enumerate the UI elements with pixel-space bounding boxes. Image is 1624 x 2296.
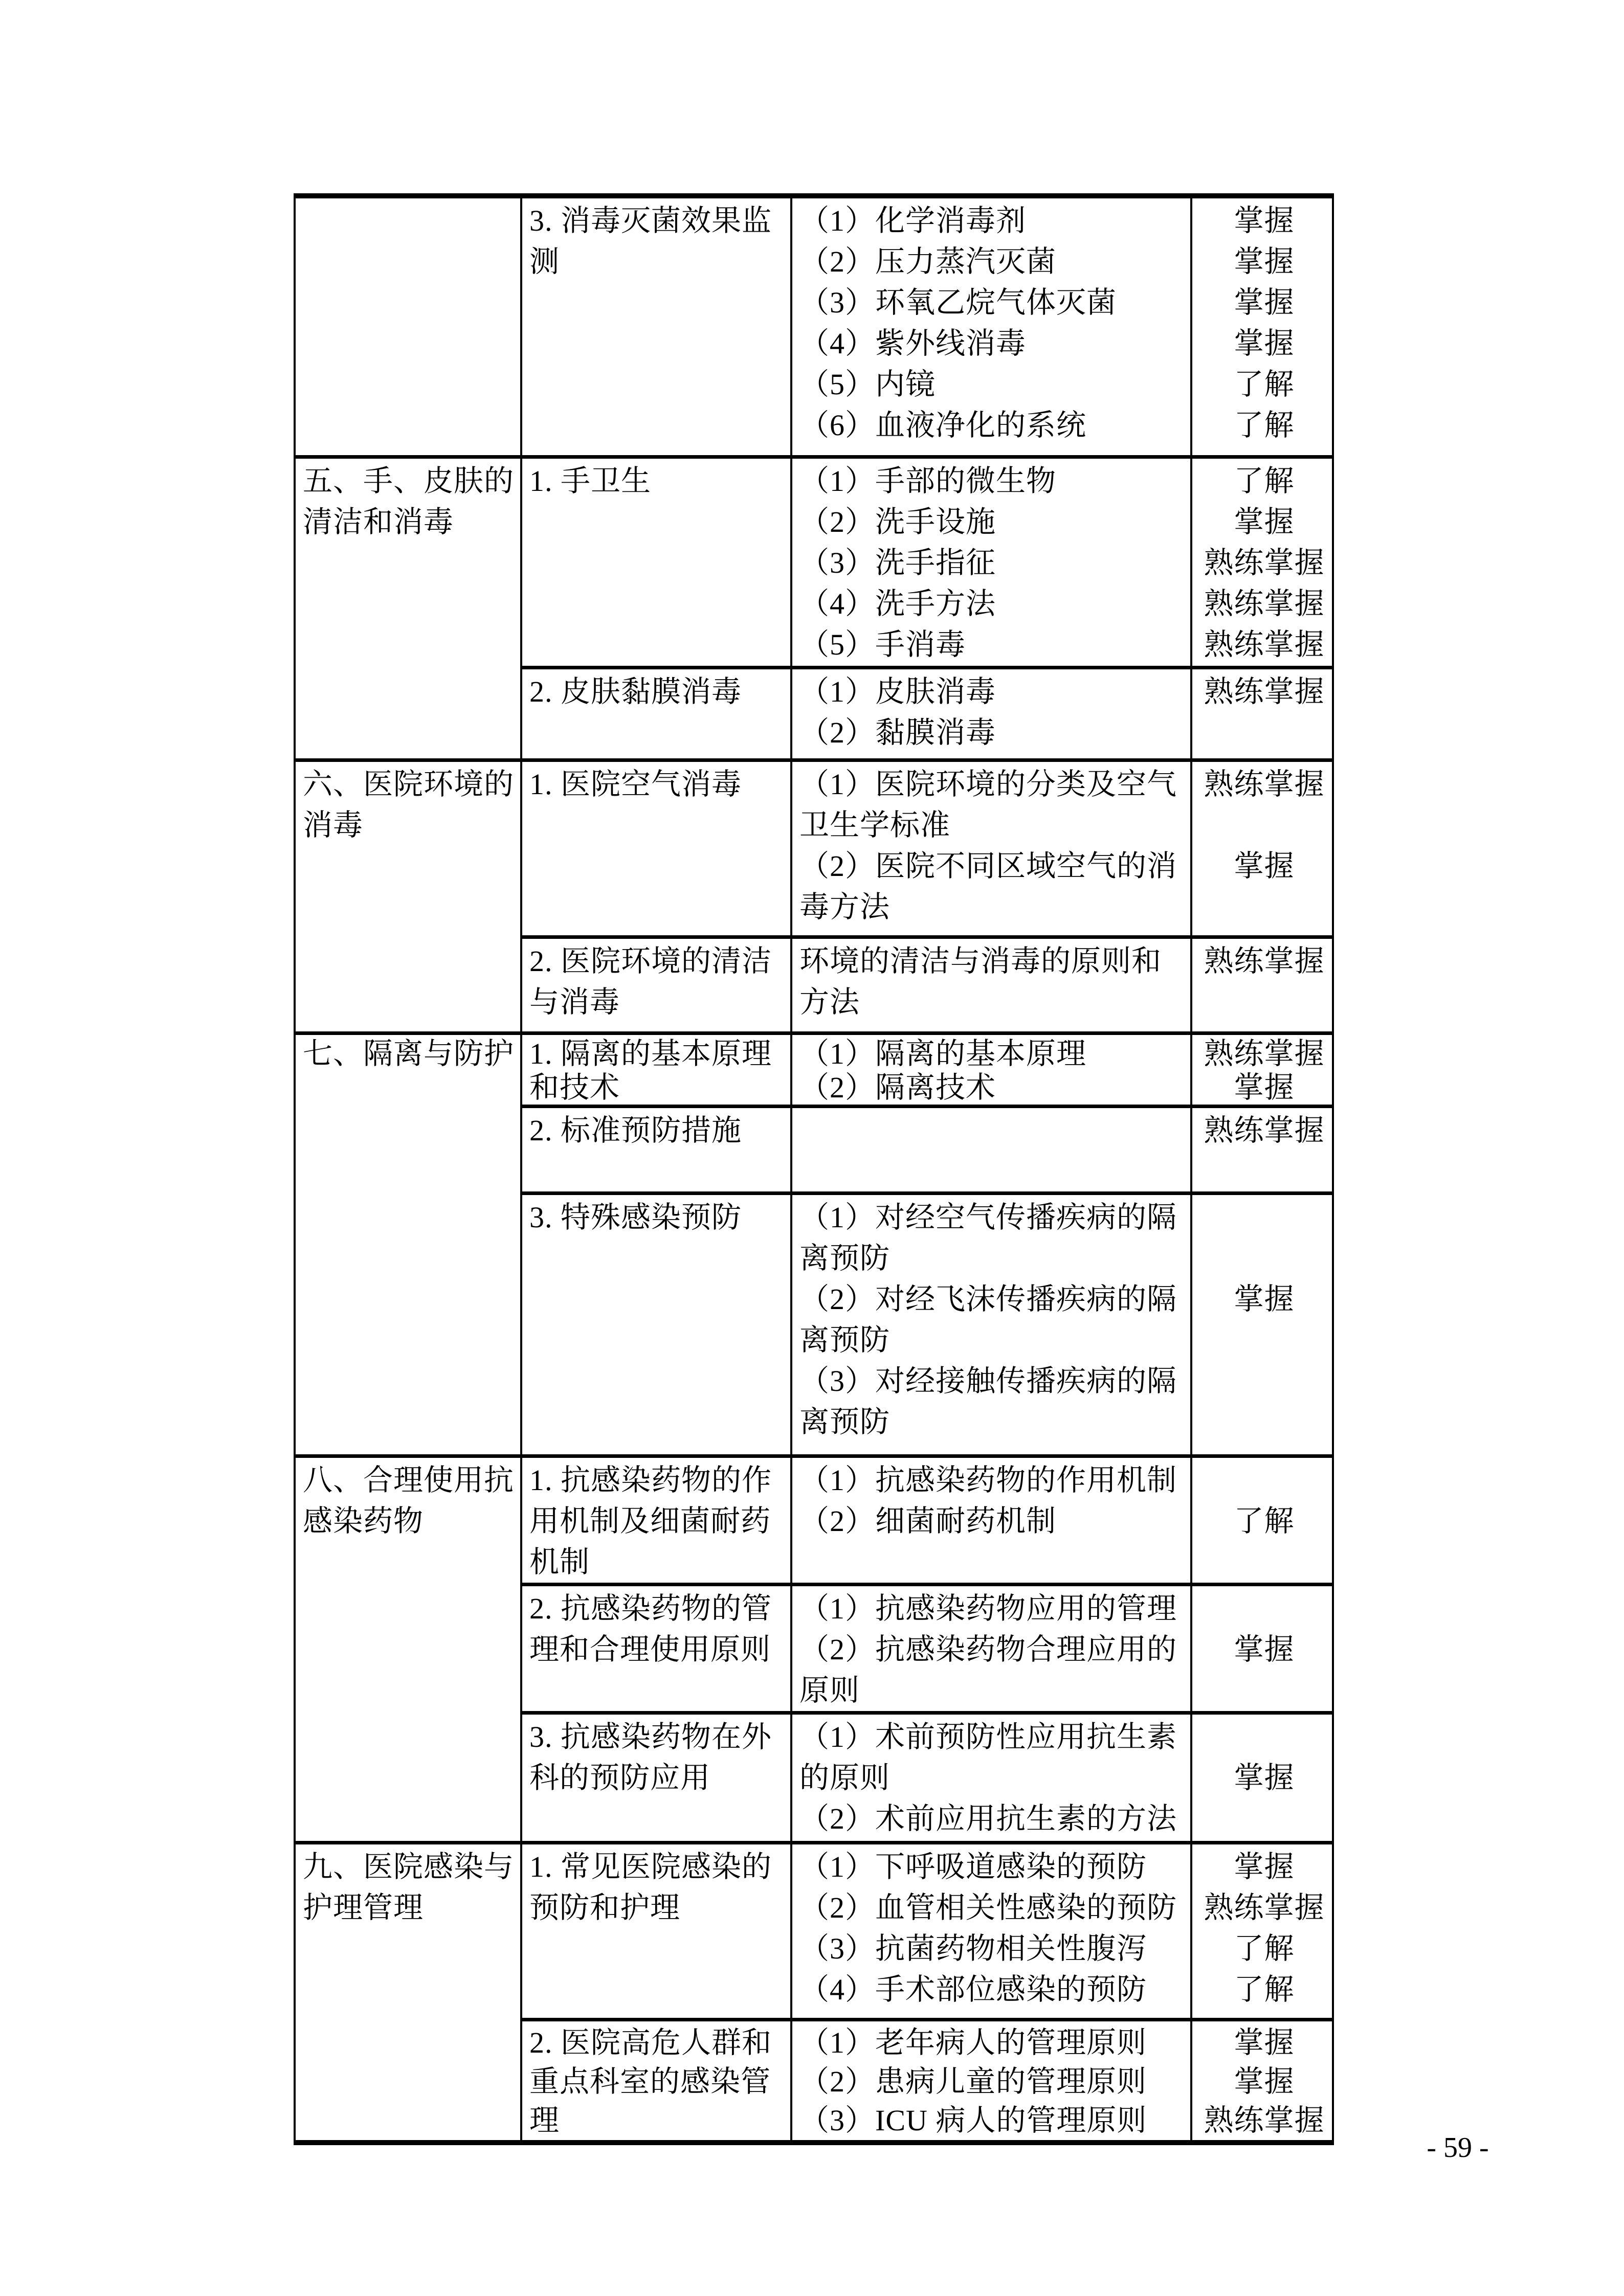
category-line: 七、隔离与防护 [303, 1037, 515, 1070]
topic-cell [521, 457, 791, 667]
table-row [295, 1456, 1333, 1584]
detail-line: 毒方法 [799, 890, 891, 924]
category-cell [295, 196, 521, 457]
level-line: 熟练掌握 [1204, 944, 1325, 978]
level-line: 掌握 [1234, 2064, 1295, 2098]
details-cell [791, 1584, 1191, 1713]
level-cell [1191, 760, 1333, 937]
detail-line: 方法 [799, 985, 860, 1019]
detail-line: （2）患病儿童的管理原则 [799, 2064, 1147, 2098]
topic-line: 2. 标准预防措施 [529, 1113, 742, 1147]
details-cell [791, 457, 1191, 667]
level-line [1199, 1361, 1329, 1402]
level-line [1199, 1717, 1329, 1758]
detail-line: （3）环氧乙烷气体灭菌 [799, 286, 1117, 319]
level-cell [1191, 1584, 1333, 1713]
detail-line: （2）隔离技术 [799, 1070, 996, 1104]
detail-line: （1）对经空气传播疾病的隔 [799, 1200, 1177, 1234]
topic-line: 1. 隔离的基本原理 [529, 1037, 772, 1070]
level-line: 了解 [1234, 368, 1295, 401]
level-line: 熟练掌握 [1204, 1037, 1325, 1070]
level-line: 掌握 [1234, 505, 1295, 538]
detail-line: 原则 [799, 1673, 860, 1707]
level-cell [1191, 1842, 1333, 2019]
level-line: 掌握 [1234, 1761, 1295, 1794]
level-line: 熟练掌握 [1204, 546, 1325, 579]
level-cell [1191, 937, 1333, 1033]
topic-cell [521, 2019, 791, 2143]
topic-cell [521, 196, 791, 457]
category-cell [295, 457, 521, 760]
detail-line: （3）抗菌药物相关性腹泻 [799, 1931, 1147, 1965]
detail-line: （1）隔离的基本原理 [799, 1037, 1087, 1070]
topic-line: 1. 手卫生 [529, 464, 652, 498]
category-line: 感染药物 [303, 1504, 424, 1538]
detail-line: （3）洗手指征 [799, 546, 996, 579]
level-cell [1191, 1033, 1333, 1106]
level-cell [1191, 196, 1333, 457]
level-line: 熟练掌握 [1204, 674, 1325, 708]
detail-line: （4）手术部位感染的预防 [799, 1972, 1147, 2006]
topic-line: 2. 皮肤黏膜消毒 [529, 674, 742, 708]
topic-cell [521, 667, 791, 760]
topic-cell [521, 1033, 791, 1106]
topic-line: 1. 医院空气消毒 [529, 767, 742, 801]
level-cell [1191, 1456, 1333, 1584]
topic-cell [521, 760, 791, 937]
topic-cell [521, 937, 791, 1033]
level-line [1199, 1197, 1329, 1238]
category-cell [295, 760, 521, 1033]
topic-cell [521, 1584, 791, 1713]
topic-line: 预防和护理 [529, 1890, 681, 1924]
level-line [1199, 1670, 1329, 1711]
detail-line: （1）下呼吸道感染的预防 [799, 1850, 1147, 1883]
level-line: 掌握 [1234, 849, 1295, 883]
details-cell [791, 667, 1191, 760]
detail-line: 卫生学标准 [799, 808, 951, 842]
level-cell [1191, 667, 1333, 760]
details-cell [791, 1033, 1191, 1106]
category-line: 消毒 [303, 808, 364, 842]
level-line: 熟练掌握 [1204, 627, 1325, 661]
topic-line: 3. 抗感染药物在外 [529, 1720, 772, 1753]
level-line: 了解 [1234, 464, 1295, 498]
category-line: 护理管理 [303, 1890, 424, 1924]
level-line: 了解 [1234, 409, 1295, 442]
level-line [1199, 712, 1329, 753]
topic-line: 2. 抗感染药物的管 [529, 1591, 772, 1625]
topic-line: 理和合理使用原则 [529, 1632, 771, 1666]
details-cell [791, 1193, 1191, 1456]
topic-line: 1. 常见医院感染的 [529, 1850, 772, 1883]
topic-cell [521, 1193, 791, 1456]
detail-line: （2）压力蒸汽灭菌 [799, 245, 1057, 278]
detail-line: （1）手部的微生物 [799, 464, 1057, 498]
table-row [295, 1842, 1333, 2019]
details-cell [791, 1106, 1191, 1193]
detail-line: （1）抗感染药物应用的管理 [799, 1591, 1177, 1625]
topic-cell [521, 1713, 791, 1842]
level-line: 熟练掌握 [1204, 767, 1325, 801]
table-row [295, 760, 1333, 937]
detail-line: （2）对经飞沫传播疾病的隔 [799, 1282, 1177, 1316]
detail-line: （2）洗手设施 [799, 505, 996, 538]
topic-line: 测 [529, 245, 560, 278]
detail-line: （1）抗感染药物的作用机制 [799, 1463, 1177, 1497]
detail-line: （6）血液净化的系统 [799, 409, 1087, 442]
category-line: 清洁和消毒 [303, 505, 454, 538]
topic-line: 3. 消毒灭菌效果监 [529, 204, 772, 237]
topic-line: 科的预防应用 [529, 1761, 711, 1794]
level-line [1199, 982, 1329, 1023]
detail-line: （2）抗感染药物合理应用的 [799, 1632, 1177, 1666]
level-line: 掌握 [1234, 2025, 1295, 2059]
category-line: 八、合理使用抗 [303, 1463, 515, 1497]
level-line [1199, 1402, 1329, 1443]
category-line: 五、手、皮肤的 [303, 464, 515, 498]
level-line: 了解 [1234, 1504, 1295, 1538]
category-cell [295, 1033, 521, 1456]
detail-line: （3）对经接触传播疾病的隔 [799, 1364, 1177, 1398]
detail-line: （1）术前预防性应用抗生素 [799, 1720, 1177, 1753]
detail-line: （2）血管相关性感染的预防 [799, 1890, 1177, 1924]
detail-line: 离预防 [799, 1323, 891, 1357]
table-row [295, 457, 1333, 667]
level-line [1199, 805, 1329, 846]
topic-line: 机制 [529, 1545, 590, 1579]
level-cell [1191, 1713, 1333, 1842]
details-cell [791, 1456, 1191, 1584]
topic-line: 理 [529, 2103, 560, 2137]
details-cell [791, 760, 1191, 937]
level-line: 掌握 [1234, 204, 1295, 237]
level-line: 了解 [1234, 1931, 1295, 1965]
topic-line: 用机制及细菌耐药 [529, 1504, 771, 1538]
page-number: - 59 - [1427, 2132, 1489, 2164]
level-line: 掌握 [1234, 1632, 1295, 1666]
topic-line: 1. 抗感染药物的作 [529, 1463, 772, 1497]
category-line: 六、医院环境的 [303, 767, 515, 801]
level-line: 掌握 [1234, 327, 1295, 360]
topic-line: 与消毒 [529, 985, 620, 1019]
detail-line: （3）ICU 病人的管理原则 [799, 2103, 1147, 2137]
level-cell [1191, 457, 1333, 667]
level-line: 掌握 [1234, 1850, 1295, 1883]
topic-line: 2. 医院环境的清洁 [529, 944, 772, 978]
level-cell [1191, 1193, 1333, 1456]
detail-line: （5）内镜 [799, 368, 936, 401]
table-row [295, 1033, 1333, 1106]
detail-line: （1）医院环境的分类及空气 [799, 767, 1177, 801]
level-line [1199, 1460, 1329, 1501]
detail-line: 离预防 [799, 1241, 891, 1275]
category-line: 九、医院感染与 [303, 1850, 515, 1883]
level-line [1199, 1798, 1329, 1839]
level-line [1199, 1320, 1329, 1361]
detail-line: （1）皮肤消毒 [799, 674, 996, 708]
detail-line: （1）老年病人的管理原则 [799, 2025, 1147, 2059]
detail-line: （2）细菌耐药机制 [799, 1504, 1057, 1538]
details-cell [791, 937, 1191, 1033]
level-line: 熟练掌握 [1204, 1890, 1325, 1924]
level-line: 熟练掌握 [1204, 1113, 1325, 1147]
topic-line: 2. 医院高危人群和 [529, 2025, 772, 2059]
level-line: 了解 [1234, 1972, 1295, 2006]
detail-line: （2）黏膜消毒 [799, 715, 996, 749]
level-line [1199, 1588, 1329, 1629]
detail-line: （4）洗手方法 [799, 587, 996, 620]
detail-line: 的原则 [799, 1761, 891, 1794]
topic-cell [521, 1106, 791, 1193]
detail-line: （2）术前应用抗生素的方法 [799, 1802, 1177, 1835]
level-line: 熟练掌握 [1204, 587, 1325, 620]
level-line: 掌握 [1234, 286, 1295, 319]
level-line: 熟练掌握 [1204, 2103, 1325, 2137]
category-cell [295, 1842, 521, 2143]
detail-line: （5）手消毒 [799, 627, 966, 661]
detail-line: （2）医院不同区域空气的消 [799, 849, 1177, 883]
details-cell [791, 1842, 1191, 2019]
detail-line: （4）紫外线消毒 [799, 327, 1027, 360]
level-cell [1191, 2019, 1333, 2143]
topic-cell [521, 1456, 791, 1584]
table-row [295, 196, 1333, 457]
topic-cell [521, 1842, 791, 2019]
detail-line: （1）化学消毒剂 [799, 204, 1027, 237]
topic-line: 重点科室的感染管 [529, 2064, 771, 2098]
level-cell [1191, 1106, 1333, 1193]
level-line: 掌握 [1234, 1070, 1295, 1104]
topic-line: 3. 特殊感染预防 [529, 1200, 742, 1234]
topic-line: 和技术 [529, 1070, 620, 1104]
level-line [1199, 1238, 1329, 1279]
category-cell [295, 1456, 521, 1842]
detail-line: 环境的清洁与消毒的原则和 [799, 944, 1162, 978]
details-cell [791, 1713, 1191, 1842]
syllabus-table [294, 193, 1334, 2145]
detail-line: 离预防 [799, 1405, 891, 1438]
level-line: 掌握 [1234, 245, 1295, 278]
level-line [1199, 887, 1329, 928]
details-cell [791, 2019, 1191, 2143]
level-line: 掌握 [1234, 1282, 1295, 1316]
details-cell [791, 196, 1191, 457]
